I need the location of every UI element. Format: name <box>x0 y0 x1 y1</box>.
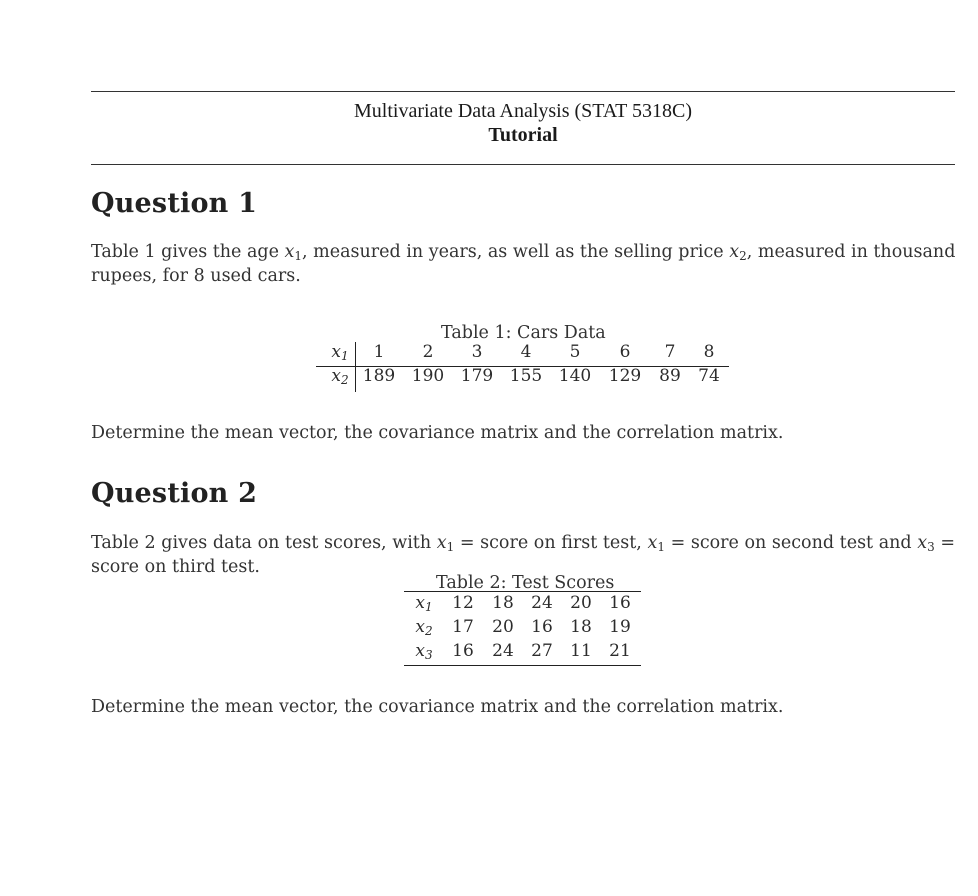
table-cell: 18 <box>492 593 514 613</box>
table-cell: 19 <box>609 617 631 637</box>
row-label: $x_3$ <box>415 641 433 662</box>
table-cell: 8 <box>703 342 715 362</box>
question-2-description <box>91 531 955 579</box>
table-cell: 1 <box>373 342 385 362</box>
table-cell: 18 <box>570 617 592 637</box>
table-cell: 21 <box>609 641 631 661</box>
header-bottom-rule <box>91 164 955 165</box>
table-row <box>404 641 641 665</box>
document-subtitle: Tutorial <box>488 124 558 146</box>
table-cell: 189 <box>362 366 396 386</box>
table-cell: 24 <box>492 641 514 661</box>
question-1-task: Determine the mean vector, the covariance matrix and the correlation matrix. <box>91 423 784 443</box>
table-cell: 16 <box>452 641 474 661</box>
table-1-caption: Table 1: Cars Data <box>441 323 606 343</box>
table-cell: 89 <box>659 366 681 386</box>
table-cell: 179 <box>460 366 494 386</box>
table-cell: 17 <box>452 617 474 637</box>
table-cell: 190 <box>411 366 445 386</box>
table-row <box>404 617 641 641</box>
question-1-description <box>91 240 955 288</box>
table-cell: 11 <box>570 641 592 661</box>
row-label: $x_2$ <box>415 617 433 638</box>
table-2-bottom-rule <box>404 665 641 666</box>
table-cell: 16 <box>609 593 631 613</box>
table-row <box>316 342 729 366</box>
table-cell: 12 <box>452 593 474 613</box>
table-row <box>404 593 641 617</box>
row-label: $x_1$ <box>415 593 433 614</box>
table-cell: 140 <box>558 366 592 386</box>
table-cell: 5 <box>569 342 581 362</box>
table-2-top-rule <box>404 591 641 592</box>
row-label: $x_2$ <box>331 366 349 387</box>
test-scores-table <box>404 591 641 667</box>
question-1-heading: Question 1 <box>91 188 258 219</box>
table-cell: 27 <box>531 641 553 661</box>
row-label: $x_1$ <box>331 342 349 363</box>
table-row <box>316 366 729 390</box>
course-title: Multivariate Data Analysis (STAT 5318C) <box>354 100 692 122</box>
table-cell: 74 <box>698 366 720 386</box>
table-cell: 4 <box>520 342 532 362</box>
question-1-line-1: Table 1 gives the age $x_1$, measured in years, as well as the selling price $x_2$, measured in thousand <box>91 242 956 263</box>
cars-data-table <box>316 342 729 392</box>
table-cell: 3 <box>471 342 483 362</box>
question-2-line-2: score on third test. <box>91 557 260 577</box>
header-top-rule <box>91 91 955 92</box>
table-cell: 16 <box>531 617 553 637</box>
table-cell: 20 <box>570 593 592 613</box>
question-2-task: Determine the mean vector, the covariance matrix and the correlation matrix. <box>91 697 784 717</box>
table-cell: 24 <box>531 593 553 613</box>
table-cell: 155 <box>509 366 543 386</box>
table-cell: 2 <box>422 342 434 362</box>
question-1-line-2: rupees, for 8 used cars. <box>91 266 301 286</box>
question-2-heading: Question 2 <box>91 478 258 509</box>
table-cell: 6 <box>619 342 631 362</box>
table-2-caption: Table 2: Test Scores <box>436 573 615 593</box>
table-cell: 7 <box>664 342 676 362</box>
question-2-line-1: Table 2 gives data on test scores, with $x_1$ = score on first test, $x_1$ = score on second test and $x_3$ = <box>91 533 956 554</box>
table-cell: 129 <box>608 366 642 386</box>
table-cell: 20 <box>492 617 514 637</box>
